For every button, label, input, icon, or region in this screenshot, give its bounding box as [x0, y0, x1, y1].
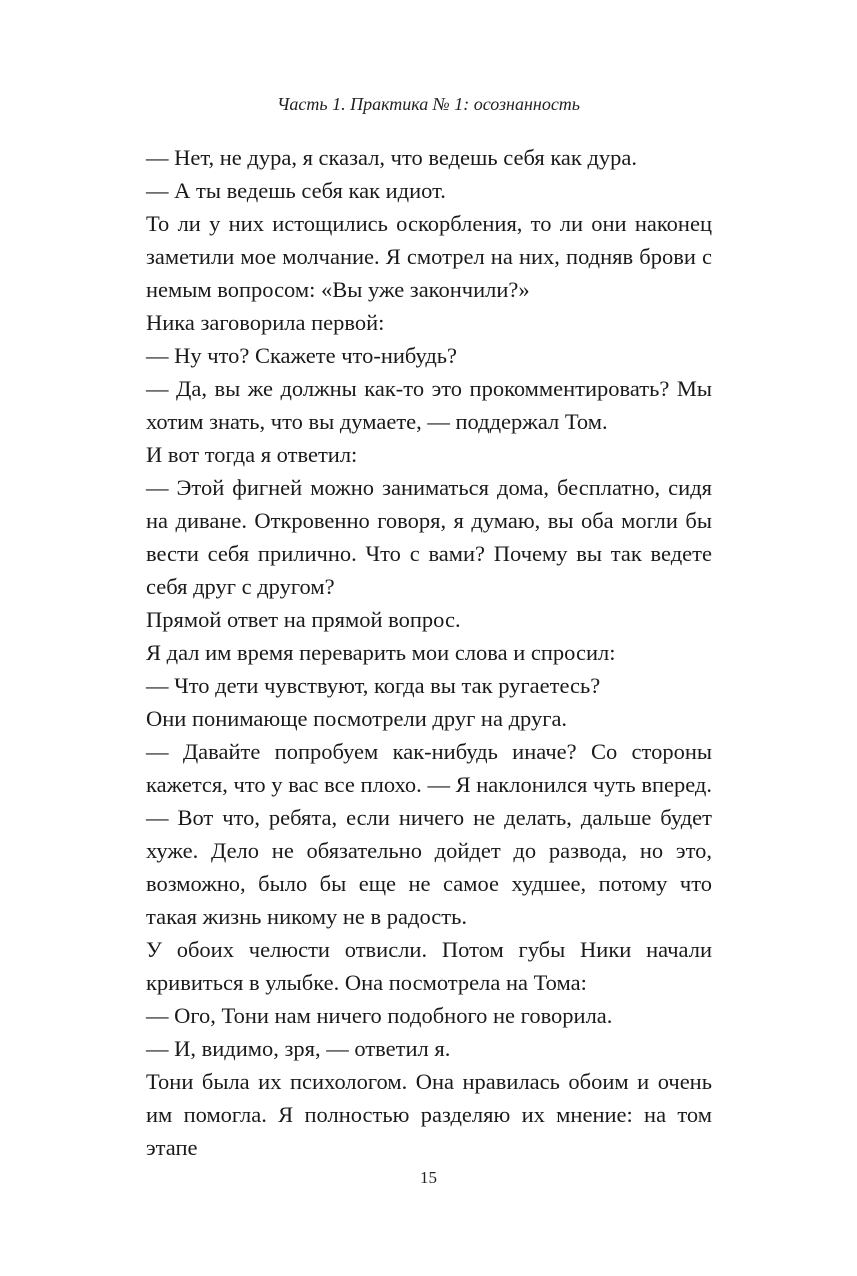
paragraph: — Давайте попробуем как-нибудь иначе? Со стороны кажется, что у вас все плохо. — Я наклонился чуть вперед. — Вот что, ребята, если ничего не делать, дальше будет хуже. Дело не обязательно дойдет до развода, но это, возможно, было бы еще не самое худшее, потому что такая жизнь никому не в радость. — [146, 739, 712, 929]
paragraph: — Да, вы же должны как-то это прокомментировать? Мы хотим знать, что вы думаете, — поддержал Том. — [146, 376, 712, 434]
paragraph: — И, видимо, зря, — ответил я. — [146, 1036, 451, 1061]
paragraph: — А ты ведешь себя как идиот. — [146, 178, 446, 203]
paragraph: У обоих челюсти отвисли. Потом губы Ники начали кривиться в улыбке. Она посмотрела на Тома: — [146, 937, 712, 995]
paragraph: Я дал им время переварить мои слова и спросил: — [146, 640, 616, 665]
running-head: Часть 1. Практика № 1: осознанность — [277, 94, 580, 114]
paragraph: То ли у них истощились оскорбления, то ли они наконец заметили мое молчание. Я смотрел на них, подняв брови с немым вопросом: «Вы уже закончили?» — [146, 211, 712, 302]
paragraph: Они понимающе посмотрели друг на друга. — [146, 706, 568, 731]
paragraph: — Нет, не дура, я сказал, что ведешь себя как дура. — [146, 145, 638, 170]
paragraph: И вот тогда я ответил: — [146, 442, 358, 467]
paragraph: — Ого, Тони нам ничего подобного не говорила. — [146, 1003, 613, 1028]
paragraph: — Этой фигней можно заниматься дома, бесплатно, сидя на диване. Откровенно говоря, я думаю, вы оба могли бы вести себя прилично. Что с вами? Почему вы так ведете себя друг с другом? — [146, 475, 712, 599]
paragraph: Ника заговорила первой: — [146, 310, 385, 335]
paragraph: Тони была их психологом. Она нравилась обоим и очень им помогла. Я полностью разделяю их мнение: на том этапе — [146, 1069, 712, 1160]
paragraph: Прямой ответ на прямой вопрос. — [146, 607, 461, 632]
page-number: 15 — [420, 1168, 437, 1187]
paragraph: — Ну что? Скажете что-нибудь? — [146, 343, 458, 368]
body-text — [146, 141, 712, 1164]
paragraph: — Что дети чувствуют, когда вы так ругаетесь? — [146, 673, 601, 698]
